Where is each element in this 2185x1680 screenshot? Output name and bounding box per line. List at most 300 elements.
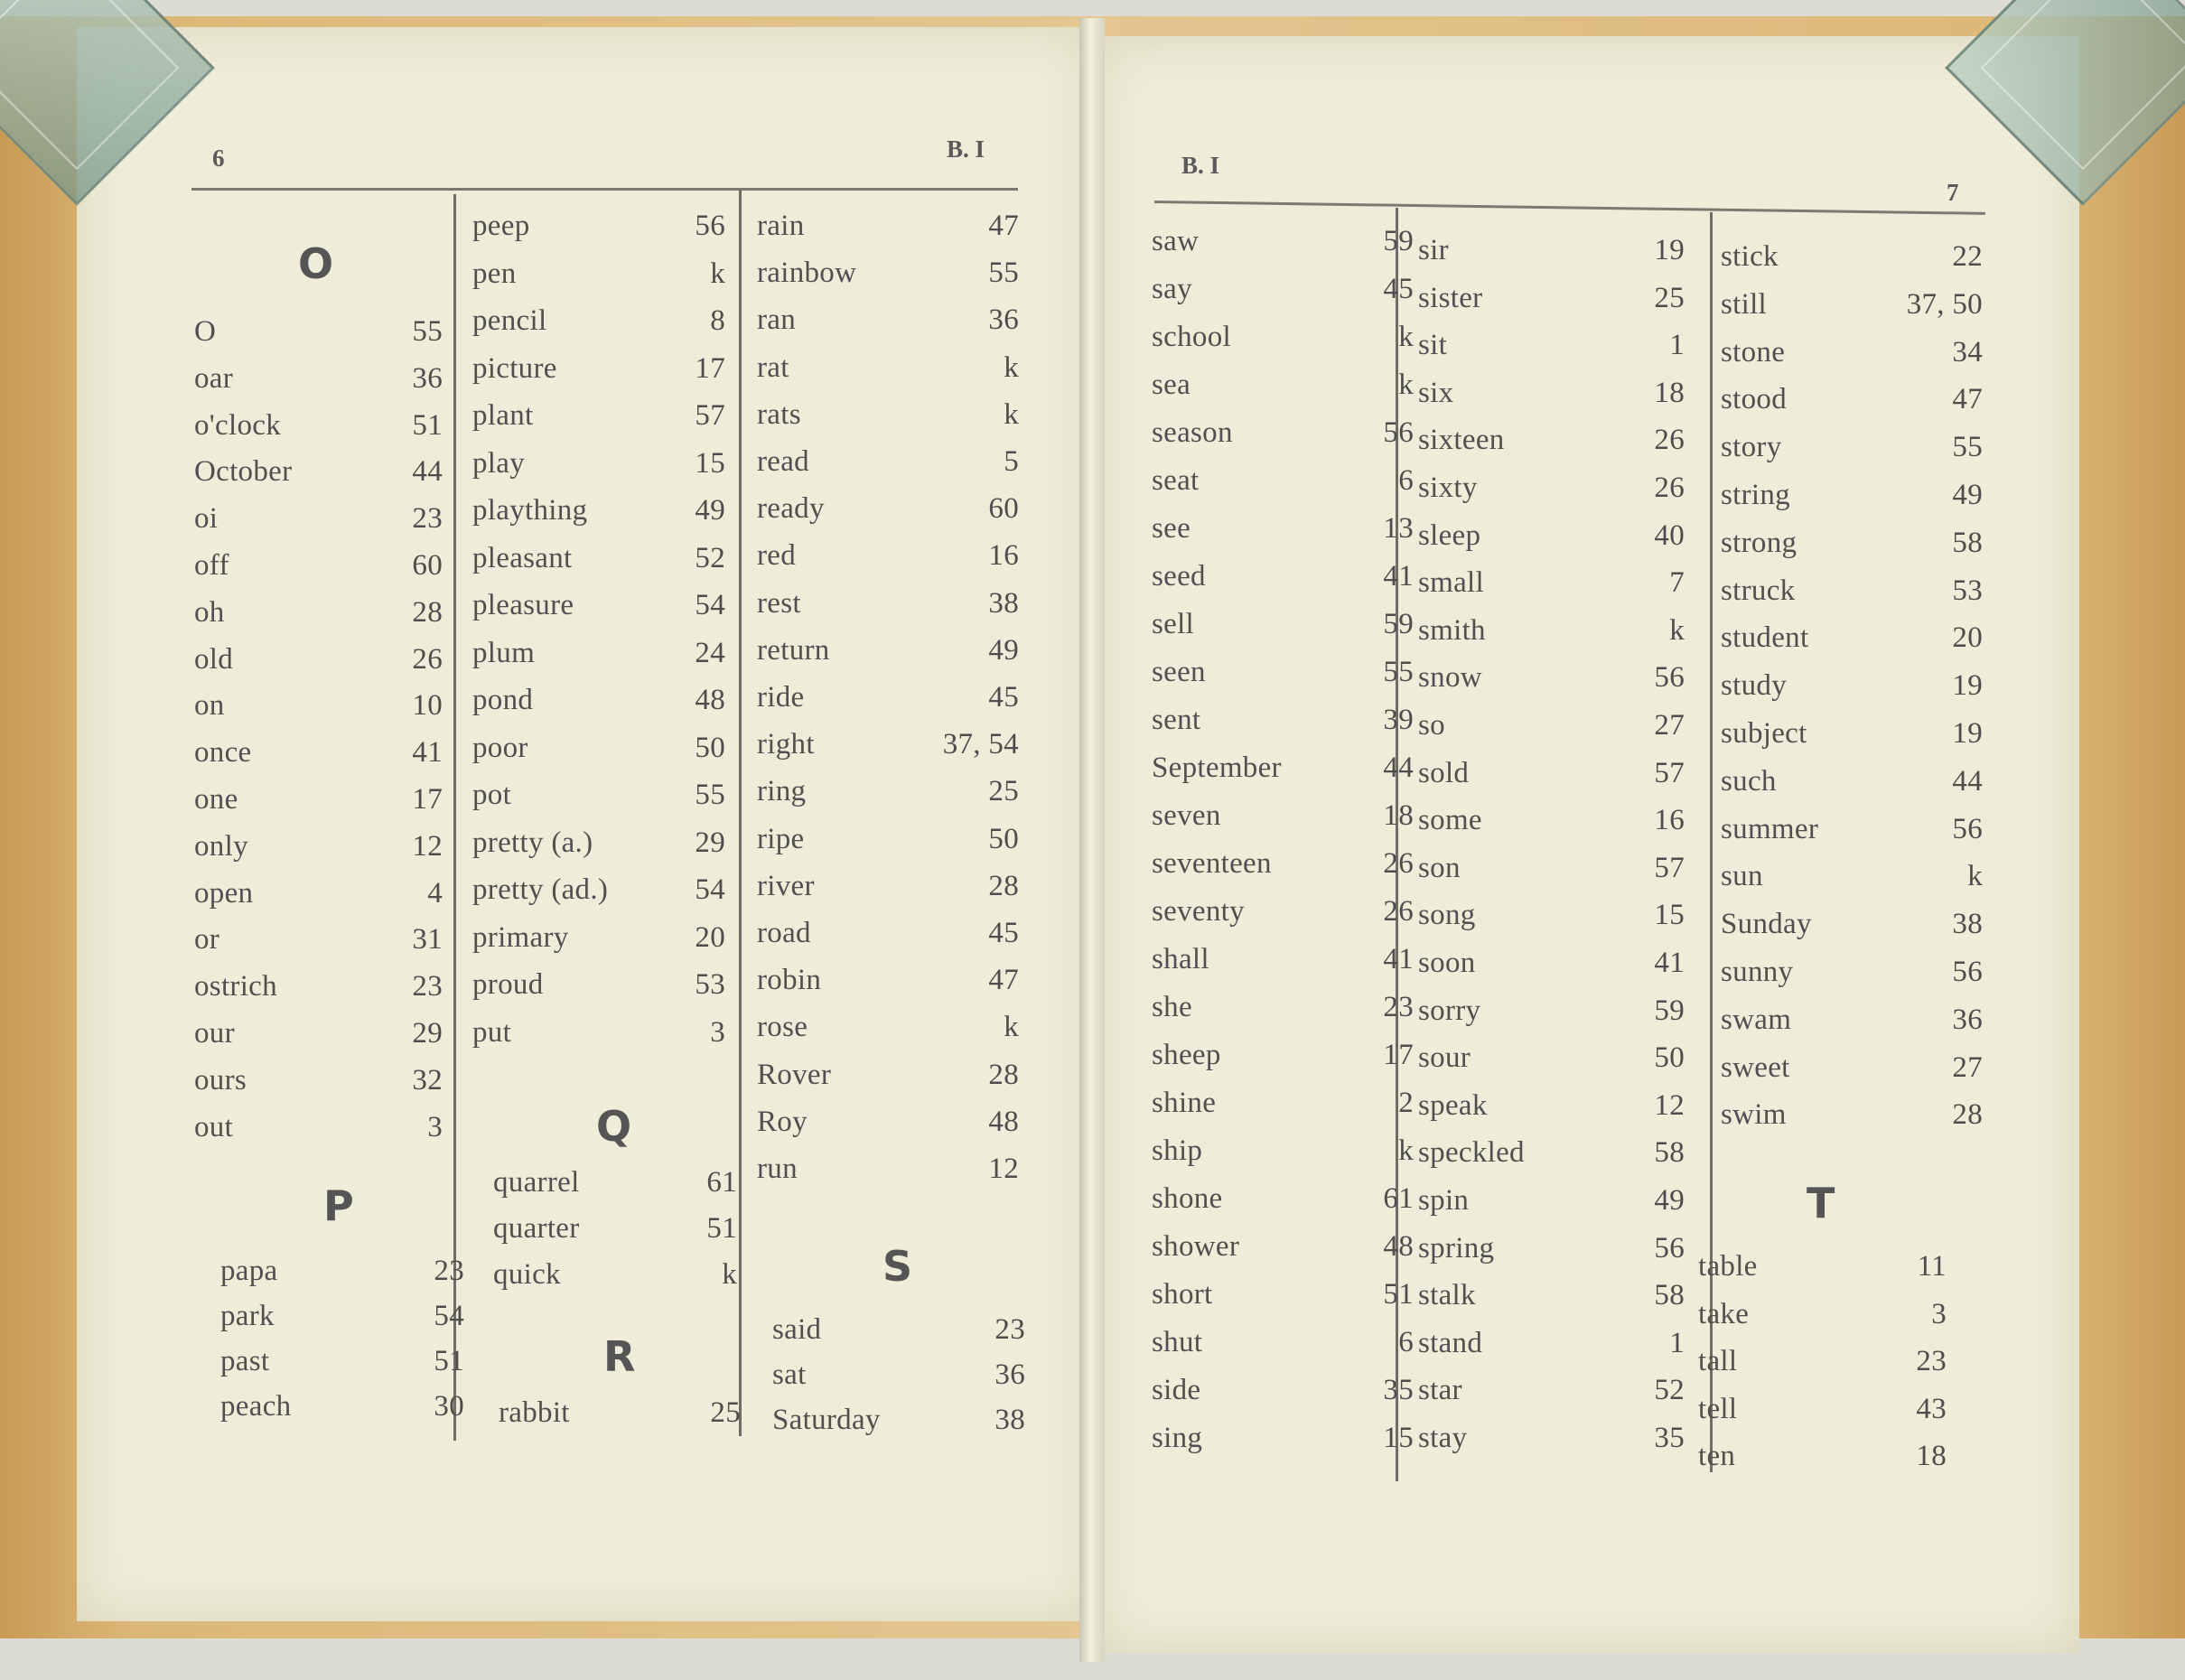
index-word: soon [1418, 947, 1476, 979]
index-word: picture [472, 351, 557, 385]
index-word: stick [1721, 240, 1779, 273]
index-word: sheep [1152, 1039, 1221, 1071]
page-reference: 56 [1952, 956, 1983, 988]
index-word: take [1698, 1297, 1750, 1330]
index-entry [757, 536, 1019, 575]
page-reference: 41 [1383, 560, 1414, 593]
index-word: plant [472, 399, 534, 432]
index-entry [472, 396, 725, 435]
page-reference: 56 [695, 210, 725, 242]
index-entry [757, 1007, 1019, 1047]
page-reference: 53 [695, 968, 725, 1001]
index-entry [1721, 427, 1983, 467]
index-word: oh [194, 595, 225, 629]
page-reference: 59 [1383, 608, 1414, 640]
index-word: still [1721, 287, 1768, 321]
index-entry [194, 1013, 443, 1053]
index-entry [493, 1209, 737, 1248]
index-entry [472, 349, 725, 388]
index-word: smith [1418, 613, 1486, 647]
index-word: Roy [757, 1105, 808, 1138]
section-letter-heading: R [603, 1332, 636, 1381]
index-entry [1152, 844, 1414, 883]
index-entry [772, 1355, 1025, 1395]
page-reference: 56 [1654, 1231, 1685, 1265]
index-word: so [1418, 709, 1445, 742]
index-entry [1152, 1418, 1414, 1458]
index-entry [1152, 1083, 1414, 1123]
index-entry [772, 1310, 1025, 1349]
page-reference: 10 [412, 689, 443, 723]
index-entry [1152, 1370, 1414, 1410]
page-reference: 50 [1654, 1041, 1685, 1075]
index-word: strong [1721, 526, 1797, 559]
page-reference: 60 [412, 549, 443, 582]
index-word: see [1152, 512, 1191, 545]
index-entry [194, 639, 443, 679]
page-reference: 37, 54 [942, 728, 1019, 761]
index-entry [1418, 230, 1685, 270]
page-reference: 23 [412, 970, 443, 1003]
index-entry [757, 348, 1019, 387]
page-reference: 12 [988, 1153, 1019, 1185]
page-reference: 49 [988, 633, 1019, 667]
index-word: side [1152, 1374, 1201, 1406]
index-word: sent [1152, 704, 1201, 736]
index-word: tell [1698, 1392, 1738, 1425]
index-entry [220, 1296, 464, 1336]
index-word: past [220, 1345, 270, 1377]
page-reference: 56 [1952, 812, 1983, 845]
index-entry [757, 866, 1019, 906]
index-entry [1721, 237, 1983, 276]
index-word: sold [1418, 756, 1470, 789]
page-reference: 58 [1952, 526, 1983, 559]
index-entry [1698, 1246, 1947, 1286]
page-reference: 49 [1654, 1184, 1685, 1217]
index-entry [1721, 571, 1983, 611]
index-entry [1721, 379, 1983, 419]
index-word: said [772, 1313, 822, 1346]
index-entry [757, 771, 1019, 811]
index-word: song [1418, 899, 1476, 932]
index-entry [493, 1162, 737, 1202]
index-word: pleasant [472, 541, 573, 574]
page-reference: 15 [695, 446, 725, 480]
index-entry [194, 546, 443, 585]
page-reference: 23 [994, 1313, 1025, 1346]
page-reference: 28 [988, 869, 1019, 902]
index-word: on [194, 689, 225, 723]
page-reference: 26 [1383, 895, 1414, 928]
index-entry [194, 873, 443, 913]
index-entry [1152, 891, 1414, 931]
index-word: such [1721, 764, 1777, 798]
index-word: O [194, 315, 217, 348]
index-word: spin [1418, 1184, 1470, 1217]
index-word: sat [772, 1358, 807, 1391]
index-entry [472, 728, 725, 768]
page-reference: 29 [695, 826, 725, 859]
index-entry [1152, 413, 1414, 453]
page-reference: 35 [1383, 1374, 1414, 1406]
page-reference: 48 [988, 1105, 1019, 1138]
page-reference: k [710, 257, 725, 290]
page-reference: 28 [412, 595, 443, 629]
page-reference: 25 [1654, 281, 1685, 314]
index-word: shower [1152, 1230, 1240, 1263]
page-reference: 36 [412, 361, 443, 395]
page-reference: 23 [412, 502, 443, 536]
index-word: ostrich [194, 970, 277, 1003]
index-word: swim [1721, 1098, 1787, 1132]
page-reference: 51 [412, 408, 443, 442]
page-reference: 15 [1654, 899, 1685, 932]
index-word: some [1418, 804, 1482, 837]
index-word: old [194, 642, 234, 676]
index-word: saw [1152, 225, 1200, 257]
index-entry [1721, 714, 1983, 753]
index-word: proud [472, 968, 544, 1001]
index-entry [499, 1393, 741, 1433]
page-reference: 50 [988, 822, 1019, 855]
index-word: off [194, 549, 229, 582]
page-reference: 3 [427, 1110, 443, 1143]
page-reference: 54 [695, 589, 725, 621]
index-entry [472, 823, 725, 863]
index-entry [1152, 1035, 1414, 1075]
page-reference: 19 [1952, 717, 1983, 750]
index-word: spring [1418, 1231, 1495, 1265]
index-entry [757, 1102, 1019, 1142]
page-reference: 16 [988, 539, 1019, 573]
index-entry [1152, 365, 1414, 405]
index-entry [1418, 1038, 1685, 1078]
index-entry [194, 686, 443, 725]
right-page-number: 7 [1947, 179, 1959, 206]
index-entry [1721, 904, 1983, 944]
page-reference: 55 [988, 257, 1019, 290]
index-entry [1152, 509, 1414, 548]
index-word: seventeen [1152, 847, 1272, 880]
index-word: read [757, 445, 809, 478]
index-word: pencil [472, 304, 547, 337]
index-word: open [194, 876, 254, 910]
section-letter-heading: S [882, 1242, 913, 1291]
index-word: seen [1152, 656, 1206, 688]
page-reference: 18 [1916, 1440, 1947, 1472]
index-word: quarter [493, 1212, 580, 1245]
index-entry [1152, 1227, 1414, 1266]
index-entry [757, 442, 1019, 481]
page-reference: 41 [412, 736, 443, 770]
index-word: ship [1152, 1134, 1203, 1167]
page-reference: 59 [1383, 225, 1414, 257]
index-word: ours [194, 1063, 247, 1097]
index-word: red [757, 539, 797, 573]
index-word: stone [1721, 335, 1786, 369]
index-word: road [757, 917, 811, 949]
index-entry [1721, 761, 1983, 801]
index-word: papa [220, 1255, 278, 1287]
index-word: sour [1418, 1041, 1471, 1075]
index-word: speckled [1418, 1136, 1525, 1170]
page-reference: 23 [434, 1255, 464, 1287]
index-entry [757, 583, 1019, 623]
page-reference: 25 [988, 775, 1019, 808]
page-reference: 54 [695, 873, 725, 906]
index-entry [1152, 1274, 1414, 1314]
page-reference: 1 [1669, 1326, 1685, 1359]
index-word: river [757, 869, 815, 902]
page-reference: 26 [1654, 471, 1685, 504]
page-reference: 30 [434, 1390, 464, 1423]
index-entry [1698, 1389, 1947, 1429]
page-reference: 49 [695, 494, 725, 527]
index-entry [1418, 1370, 1685, 1410]
page-reference: 4 [427, 876, 443, 910]
page-reference: 23 [1383, 991, 1414, 1023]
index-entry [194, 593, 443, 632]
index-word: ten [1698, 1440, 1736, 1472]
index-word: pretty (a.) [472, 826, 593, 859]
index-entry [1418, 1418, 1685, 1458]
page-reference: 28 [1952, 1098, 1983, 1132]
index-entry [493, 1255, 737, 1294]
index-word: shut [1152, 1326, 1203, 1358]
index-word: sit [1418, 329, 1448, 362]
index-entry [1152, 221, 1414, 261]
page-reference: 31 [412, 923, 443, 957]
index-word: sorry [1418, 994, 1481, 1027]
page-reference: 36 [1952, 1003, 1983, 1036]
page-reference: 12 [1654, 1088, 1685, 1122]
page-reference: 34 [1952, 335, 1983, 369]
page-reference: 27 [1952, 1050, 1983, 1084]
index-entry [1152, 987, 1414, 1027]
index-word: stalk [1418, 1279, 1476, 1312]
page-reference: 3 [1931, 1297, 1947, 1330]
index-entry [472, 443, 725, 483]
index-entry [1418, 895, 1685, 935]
page-reference: 36 [988, 303, 1019, 337]
index-entry [1418, 611, 1685, 650]
page-reference: 11 [1917, 1250, 1947, 1283]
index-word: stay [1418, 1422, 1468, 1454]
index-word: park [220, 1300, 275, 1332]
index-word: study [1721, 669, 1788, 703]
index-word: once [194, 736, 252, 770]
index-word: peep [472, 210, 530, 242]
index-word: sun [1721, 860, 1763, 893]
page-reference: 26 [1383, 847, 1414, 880]
index-entry [1721, 285, 1983, 324]
index-word: sister [1418, 281, 1483, 314]
index-entry [1418, 1323, 1685, 1363]
index-entry [194, 826, 443, 866]
page-reference: 49 [1952, 479, 1983, 511]
index-entry [757, 206, 1019, 246]
index-entry [1152, 556, 1414, 596]
page-reference: 38 [994, 1404, 1025, 1436]
index-word: summer [1721, 812, 1819, 845]
page-reference: k [1004, 397, 1019, 431]
index-entry [1152, 1131, 1414, 1171]
index-word: ran [757, 303, 797, 337]
page-reference: 2 [1398, 1087, 1414, 1119]
index-entry [1721, 856, 1983, 896]
index-word: Rover [757, 1058, 832, 1091]
index-word: September [1152, 751, 1282, 784]
page-reference: 45 [988, 917, 1019, 949]
index-word: sing [1152, 1422, 1203, 1454]
index-entry [472, 301, 725, 341]
page-reference: 38 [1952, 908, 1983, 941]
index-word: sir [1418, 234, 1449, 266]
page-reference: 19 [1952, 669, 1983, 703]
section-letter-heading: P [323, 1181, 354, 1230]
index-word: rats [757, 397, 801, 431]
index-entry [1418, 753, 1685, 793]
page-reference: 47 [1952, 383, 1983, 416]
index-word: rose [757, 1011, 808, 1044]
index-entry [194, 312, 443, 351]
index-word: seven [1152, 799, 1221, 832]
index-entry [757, 677, 1019, 717]
index-entry [772, 1400, 1025, 1440]
page-reference: k [1398, 369, 1414, 401]
index-word: quarrel [493, 1166, 580, 1199]
index-entry [220, 1341, 464, 1381]
index-word: season [1152, 416, 1233, 449]
page-reference: 58 [1654, 1136, 1685, 1170]
index-entry [1152, 269, 1414, 309]
index-word: rabbit [499, 1396, 570, 1429]
page-reference: 51 [1383, 1278, 1414, 1311]
index-word: shone [1152, 1182, 1223, 1215]
index-word: ripe [757, 822, 805, 855]
page-reference: 52 [1654, 1374, 1685, 1407]
index-entry [1418, 516, 1685, 555]
page-reference: 38 [988, 586, 1019, 620]
page-reference: 56 [1654, 661, 1685, 695]
index-entry [1698, 1341, 1947, 1381]
index-entry [1418, 658, 1685, 697]
page-reference: 26 [1654, 424, 1685, 457]
page-reference: 55 [1383, 656, 1414, 688]
page-reference: k [1398, 1134, 1414, 1167]
page-reference: 24 [695, 636, 725, 669]
index-entry [1152, 939, 1414, 979]
page-reference: 19 [1654, 234, 1685, 266]
index-word: student [1721, 621, 1809, 655]
index-entry [1418, 705, 1685, 745]
page-reference: 17 [1383, 1039, 1414, 1071]
index-entry [194, 1107, 443, 1147]
index-entry [194, 452, 443, 491]
page-reference: 41 [1383, 943, 1414, 975]
page-reference: 15 [1383, 1422, 1414, 1454]
page-reference: 48 [1383, 1230, 1414, 1263]
index-entry [472, 490, 725, 530]
index-entry [1152, 461, 1414, 500]
index-entry [1418, 1228, 1685, 1268]
index-word: subject [1721, 717, 1807, 750]
index-word: seed [1152, 560, 1206, 593]
index-entry [1698, 1294, 1947, 1334]
index-entry [1152, 1179, 1414, 1218]
index-word: sea [1152, 369, 1191, 401]
index-word: ride [757, 681, 805, 714]
index-word: son [1418, 851, 1461, 884]
index-entry [1721, 1095, 1983, 1134]
index-word: put [472, 1015, 512, 1049]
page-reference: 37, 50 [1906, 287, 1983, 321]
index-entry [1418, 1086, 1685, 1125]
page-reference: 48 [695, 684, 725, 716]
index-word: stood [1721, 383, 1788, 416]
index-entry [757, 724, 1019, 764]
index-word: sunny [1721, 956, 1794, 988]
index-word: right [757, 728, 815, 761]
index-entry [1721, 475, 1983, 515]
section-letter-heading: O [298, 239, 334, 288]
index-word: October [194, 455, 293, 489]
left-header-rule [191, 188, 1018, 191]
index-entry [472, 1013, 725, 1052]
page-reference: 57 [1654, 851, 1685, 884]
page-reference: 3 [710, 1015, 725, 1049]
page-reference: k [1967, 860, 1983, 893]
index-entry [757, 913, 1019, 953]
index-entry [194, 919, 443, 959]
index-entry [757, 395, 1019, 434]
right-page-signature-mark: B. I [1181, 152, 1220, 179]
page-reference: 26 [412, 642, 443, 676]
index-word: shine [1152, 1087, 1217, 1119]
index-word: Sunday [1721, 908, 1812, 941]
index-word: she [1152, 991, 1192, 1023]
page-reference: 52 [695, 541, 725, 574]
book-spine [1079, 18, 1105, 1662]
index-word: pretty (ad.) [472, 873, 609, 906]
index-word: short [1152, 1278, 1213, 1311]
index-entry [194, 1060, 443, 1100]
index-word: Saturday [772, 1404, 881, 1436]
page-reference: 44 [412, 455, 443, 489]
index-word: star [1418, 1374, 1462, 1407]
index-entry [757, 1055, 1019, 1095]
index-word: pleasure [472, 589, 574, 621]
index-word: small [1418, 566, 1484, 600]
index-word: run [757, 1153, 798, 1185]
page-reference: k [1004, 1011, 1019, 1044]
section-letter-heading: Q [596, 1102, 632, 1151]
index-word: play [472, 446, 526, 480]
page-reference: 16 [1654, 804, 1685, 837]
index-entry [1721, 952, 1983, 992]
page-reference: 13 [1383, 512, 1414, 545]
page-reference: 60 [988, 492, 1019, 526]
index-word: seat [1152, 464, 1200, 497]
page-reference: 6 [1398, 464, 1414, 497]
index-word: speak [1418, 1088, 1488, 1122]
index-entry [1721, 618, 1983, 658]
index-word: table [1698, 1250, 1758, 1283]
page-reference: 20 [695, 920, 725, 954]
page-reference: 39 [1383, 704, 1414, 736]
index-entry [757, 819, 1019, 859]
